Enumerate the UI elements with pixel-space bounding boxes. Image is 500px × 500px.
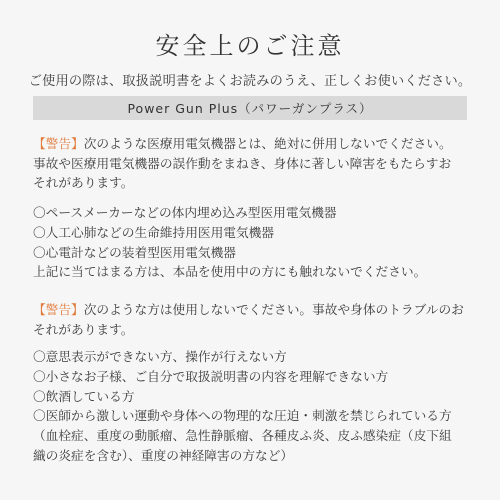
warning-block-2 — [33, 300, 473, 339]
list-item: 〇医師から激しい運動や身体への物理的な圧迫・刺激を禁じられている方 — [33, 408, 452, 424]
page-title: 安全上のご注意 — [155, 32, 345, 60]
list-item: 織の炎症を含む）、重度の神経障害の方など） — [33, 447, 294, 463]
warning-block-1 — [33, 134, 473, 193]
list-item: 〇ペースメーカーなどの体内埋め込み型医用電気機器 — [33, 205, 337, 220]
list-item: 〇飲酒している方 — [33, 388, 135, 404]
warning-1-line-2: 事故や医療用電気機器の誤作動をまねき、身体に著しい障害をもたらすお — [33, 155, 452, 171]
warning-1-list — [33, 203, 473, 282]
warning-tag: 【警告】 — [33, 302, 84, 317]
intro-text: ご使用の際は、取扱説明書をよくお読みのうえ、正しくお使いください。 — [28, 74, 472, 89]
warning-1-text: 次のような医療用電気機器とは、絶対に併用しないでください。 — [83, 136, 452, 151]
product-banner — [33, 96, 467, 120]
list-item: 〇小さなお子様、ご自分で取扱説明書の内容を理解できない方 — [33, 368, 389, 384]
list-item: 〇心電計などの装着型医用電気機器 — [33, 244, 236, 260]
warning-2-list — [33, 347, 473, 466]
warning-tag: 【警告】 — [33, 136, 84, 151]
warning-2-line-1 — [33, 300, 473, 320]
list-item: （血栓症、重度の動脈瘤、急性静脈瘤、各種皮ふ炎、皮ふ感染症（皮下組 — [33, 428, 452, 444]
warning-1-line-3: それがあります。 — [33, 175, 134, 190]
warning-1-line-1 — [33, 134, 473, 154]
list-item: 〇人工心肺などの生命維持用医用電気機器 — [33, 224, 275, 240]
list-item: 〇意思表示ができない方、操作が行えない方 — [33, 349, 287, 364]
warning-2-text: 次のような方は使用しないでください。事故や身体のトラブルのお — [83, 302, 464, 317]
warning-2-line-2: それがあります。 — [33, 321, 134, 337]
warning-1-note: 上記に当てはまる方は、本品を使用中の方にも触れないでください。 — [33, 264, 427, 280]
product-banner-label: Power Gun Plus（パワーガンプラス） — [127, 101, 373, 116]
